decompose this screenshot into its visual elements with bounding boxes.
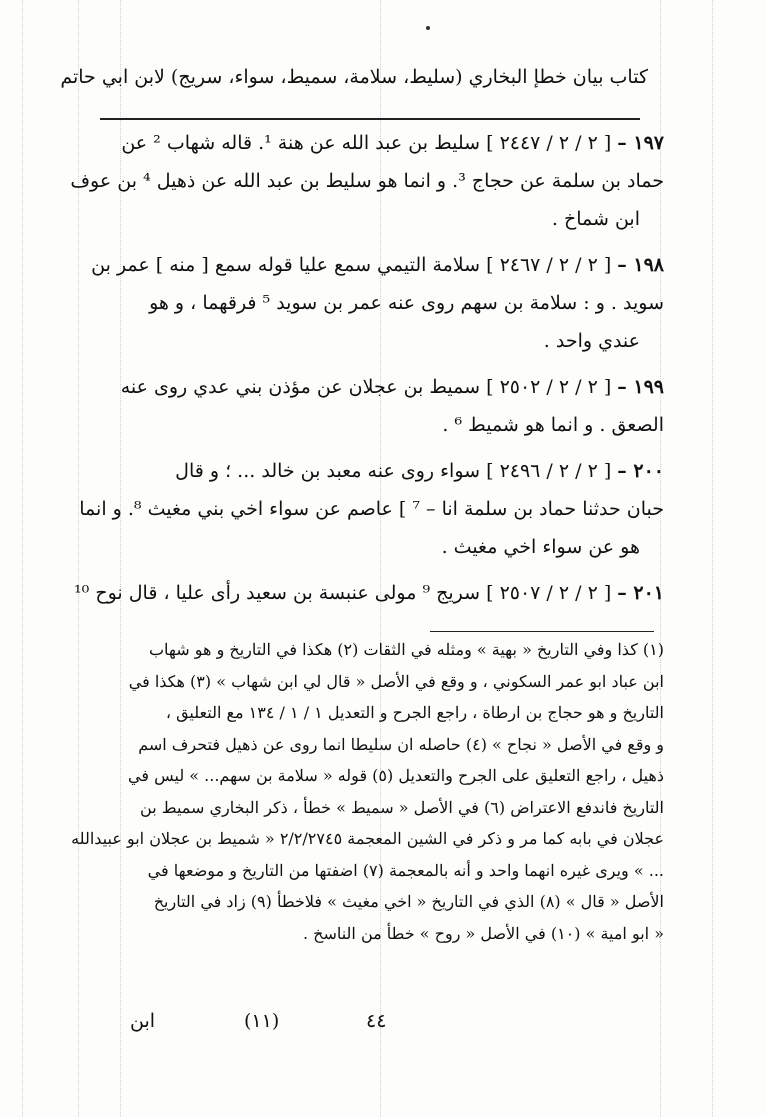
entry-text: [ ٢ / ٢ / ٢٤٩٦ ] سواء روى عنه معبد بن خالد ... ؛ و قال	[175, 460, 612, 482]
footnote-line: عجلان في بابه كما مر و ذكر في الشين المعجمة ٢/٢/٢٧٤٥ « شميط بن عجلان ابو عبيدالله	[71, 829, 664, 848]
entry-line	[91, 246, 664, 284]
entry-line: الصعق . و انما هو شميط ⁶ .	[442, 414, 664, 436]
entry-199	[104, 368, 664, 444]
scan-artifact-line	[712, 0, 713, 1117]
scan-artifact-line	[22, 0, 23, 1117]
footnote-line: ذهيل ، راجع التعليق على الجرح والتعديل (٥) قوله « سلامة بن سهم... » ليس في	[128, 766, 664, 785]
footnotes-block	[71, 634, 664, 949]
footer-catchword: ابن	[130, 1010, 156, 1032]
page-number: ٤٤	[366, 1010, 387, 1032]
entry-line: حماد بن سلمة عن حجاج ³. و انما هو سليط بن عبد الله عن ذهيل ⁴ بن عوف	[70, 170, 664, 192]
footnote-line: التاريخ و هو حجاج بن ارطاة ، راجع الجرح و التعديل ١ / ١ / ١٣٤ مع التعليق ،	[165, 703, 664, 722]
entry-line	[104, 124, 664, 162]
running-header: كتاب بيان خطإ البخاري (سليط، سلامة، سميط، سواء، سريج) لابن ابي حاتم	[60, 66, 648, 88]
entry-text: [ ٢ / ٢ / ٢٥٠٧ ] سريج ⁹ مولى عنبسة بن سعيد رأى عليا ، قال نوح ¹⁰	[74, 582, 612, 604]
footnote-line: ابن عباد ابو عمر السكوني ، و وقع في الأصل « قال لي ابن شهاب » (٣) هكذا في	[128, 671, 664, 691]
entry-201	[74, 574, 664, 612]
footer-signature-mark: (١١)	[244, 1010, 280, 1032]
entry-line	[74, 574, 664, 612]
entry-number: ٢٠١ –	[617, 582, 664, 604]
entry-197	[70, 124, 664, 238]
footnote-line: الأصل « قال » (٨) الذي في التاريخ « اخي مغيث » فلاخطأ (٩) زاد في التاريخ	[153, 892, 664, 911]
entries-list	[70, 124, 664, 620]
page-top-dot	[426, 26, 430, 30]
entry-number: ١٩٩ –	[617, 376, 664, 398]
entry-text: [ ٢ / ٢ / ٢٥٠٢ ] سميط بن عجلان عن مؤذن بني عدي روى عنه	[120, 376, 612, 398]
entry-line: ابن شماخ .	[551, 208, 640, 230]
header-rule	[100, 118, 640, 120]
footnote-line: ... » ويرى غيره انهما واحد و أنه بالمعجمة (٧) اضفتها من التاريخ و موضعها في	[147, 860, 664, 880]
entry-line	[104, 368, 664, 406]
entry-line: عندي واحد .	[543, 330, 640, 352]
footnote-line: (١) كذا وفي التاريخ « بهية » ومثله في الثقات (٢) هكذا في التاريخ و هو شهاب	[148, 640, 664, 659]
entry-text: [ ٢ / ٢ / ٢٤٦٧ ] سلامة التيمي سمع عليا قوله سمع [ منه ] عمر بن	[91, 254, 612, 276]
footnote-rule	[430, 631, 654, 632]
footnote-line: « ابو امية » (١٠) في الأصل « روح » خطأ من الناسخ .	[302, 923, 664, 943]
entry-text: [ ٢ / ٢ / ٢٤٤٧ ] سليط بن عبد الله عن هنة ¹. قاله شهاب ² عن	[121, 132, 612, 154]
entry-line	[104, 452, 664, 490]
entry-number: ١٩٧ –	[617, 132, 664, 154]
entry-number: ٢٠٠ –	[617, 460, 664, 482]
footnote-line: و وقع في الأصل « نجاح » (٤) حاصله ان سليطا انما روى عن ذهيل فتحرف اسم	[138, 734, 664, 754]
entry-198	[91, 246, 664, 360]
entry-line: سويد . و : سلامة بن سهم روى عنه عمر بن سويد ⁵ فرقهما ، و هو	[149, 292, 664, 314]
entry-line: هو عن سواء اخي مغيث .	[441, 536, 640, 558]
entry-number: ١٩٨ –	[617, 254, 664, 276]
footnote-line: التاريخ فاندفع الاعتراض (٦) في الأصل « سميط » خطأ ، ذكر البخاري سميط بن	[140, 797, 664, 817]
entry-200	[79, 452, 664, 566]
entry-line: حبان حدثنا حماد بن سلمة انا – ⁷ ] عاصم عن سواء اخي بني مغيث ⁸. و انما	[79, 498, 664, 520]
